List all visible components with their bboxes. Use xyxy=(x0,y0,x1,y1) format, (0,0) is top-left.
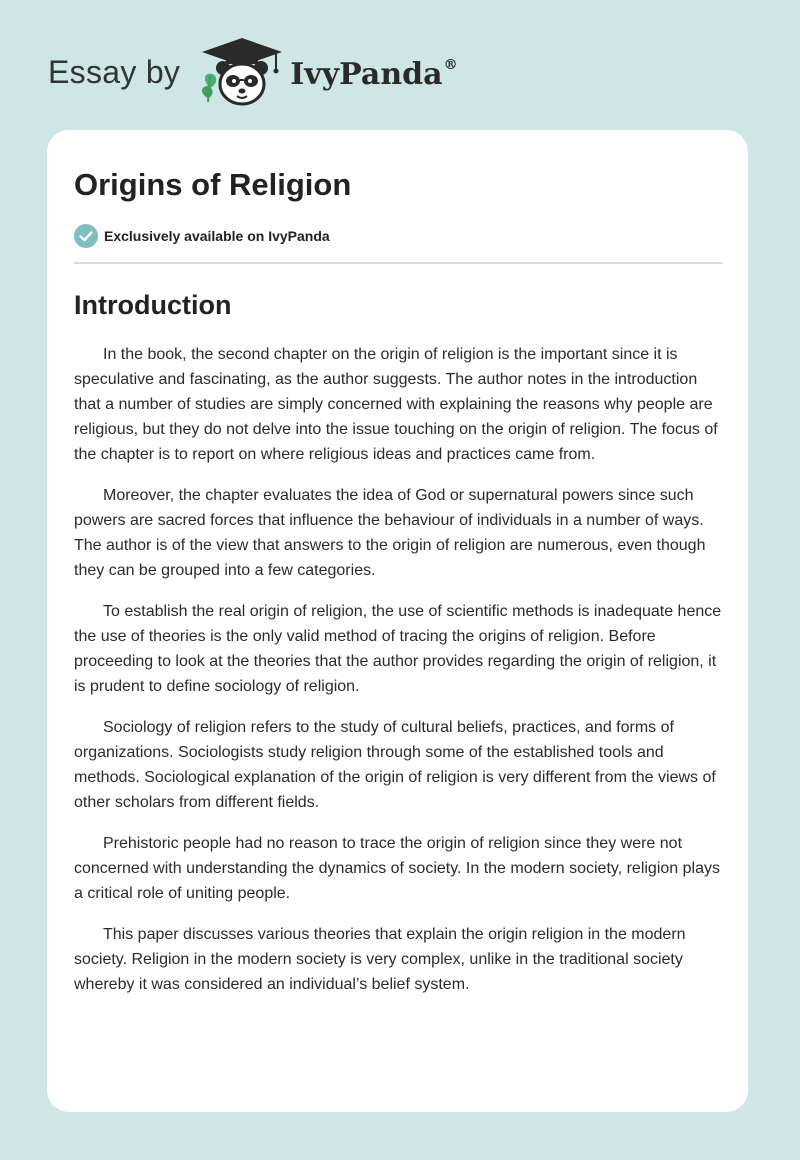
section-heading: Introduction xyxy=(74,290,232,320)
paragraph: To establish the real origin of religion, the use of scientific methods is inadequate hence the use of theories is the only valid method of tracing the origins of religion. Before proceeding to look at the theories that the author provides regarding the origin of religion, it is prudent to define sociology of religion. xyxy=(74,603,722,695)
paragraph: Prehistoric people had no reason to trace the origin of religion since they were not concerned with understanding the dynamics of society. In the modern society, religion plays a critical role of uniting people. xyxy=(74,835,720,902)
paragraph: Sociology of religion refers to the study of cultural beliefs, practices, and forms of organizations. Sociologists study religion through some of the established tools and methods. Sociological explanation of the origin of religion is very different from the views of other scholars from different fields. xyxy=(74,719,716,811)
paragraph: This paper discusses various theories that explain the origin religion in the modern society. Religion in the modern society is very complex, unlike in the traditional society whereby it was considered an individual’s belief system. xyxy=(74,926,686,993)
exclusive-badge-text: Exclusively available on IvyPanda xyxy=(104,228,330,244)
exclusive-badge xyxy=(74,223,722,249)
title-divider xyxy=(74,262,723,264)
site-header xyxy=(48,36,458,108)
panda-graduate-logo-icon[interactable] xyxy=(196,36,288,108)
essay-by-label: Essay by xyxy=(48,54,181,90)
essay-card xyxy=(47,130,748,1112)
paragraph: In the book, the second chapter on the origin of religion is the important since it is speculative and fascinating, as the author suggests. The author notes in the introduction that a number of studies are simply concerned with explaining the reasons why people are religious, but they do not delve into the issue touching on the origin of religion. The focus of the chapter is to report on where religious ideas and practices came from. xyxy=(74,346,718,463)
paragraph: Moreover, the chapter evaluates the idea of God or supernatural powers since such powers are sacred forces that influence the behaviour of individuals in a number of ways. The author is of the view that answers to the origin of religion are numerous, even though they can be grouped into a few categories. xyxy=(74,487,706,579)
registered-mark: ® xyxy=(443,57,458,73)
page-title: Origins of Religion xyxy=(74,167,352,202)
essay-body xyxy=(74,342,722,997)
check-circle-icon xyxy=(74,224,98,248)
brand-name[interactable]: IvyPanda® xyxy=(290,57,458,92)
